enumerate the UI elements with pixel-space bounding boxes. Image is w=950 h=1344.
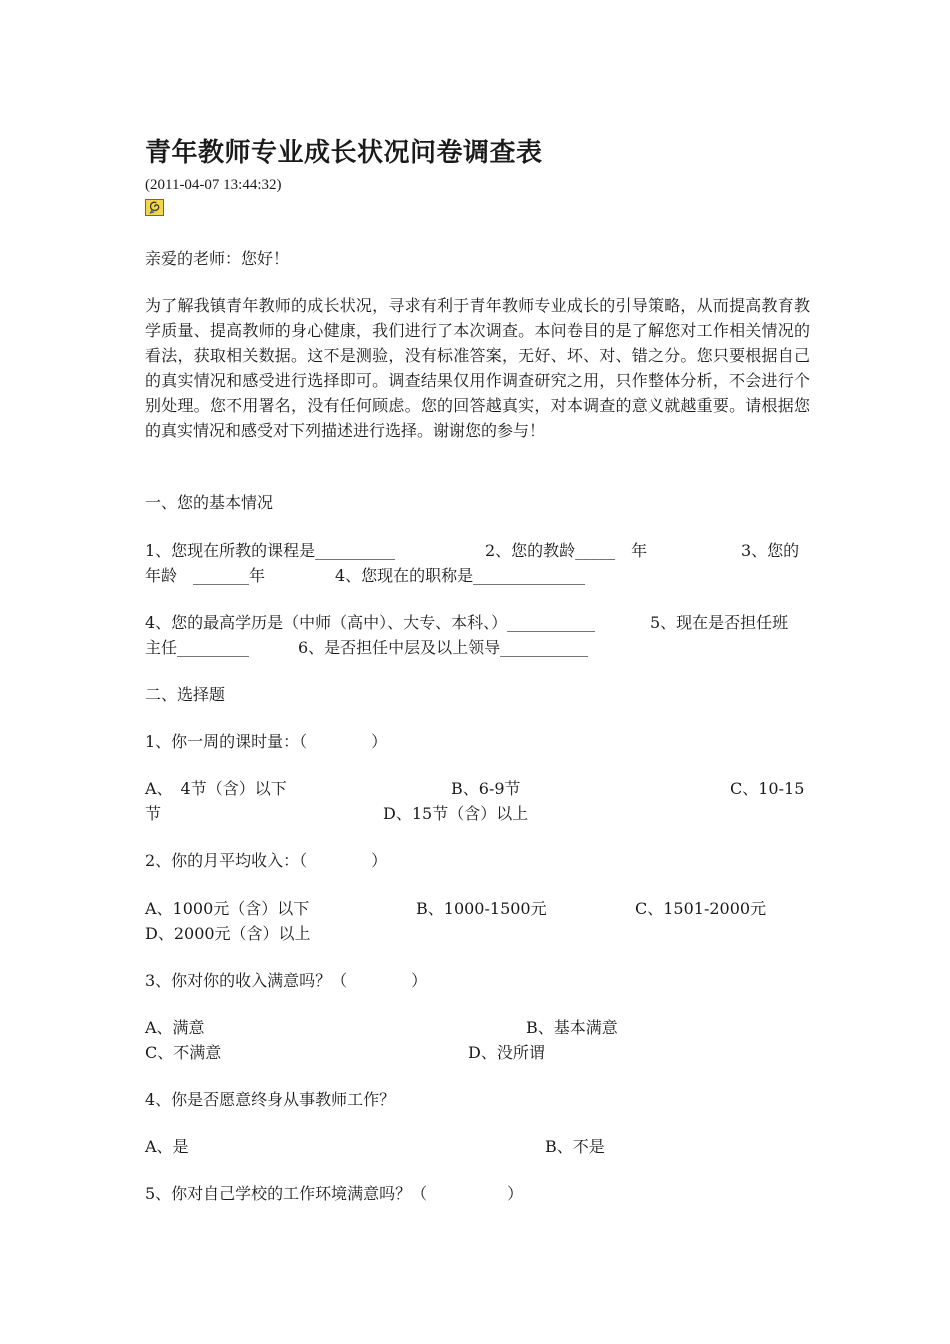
q3-option-d: D、没所谓 xyxy=(468,1043,545,1062)
q4-option-b: B、不是 xyxy=(545,1137,605,1156)
question-5: 5、你对自己学校的工作环境满意吗？（ ） xyxy=(145,1184,524,1203)
section-choice-heading: 二、选择题 xyxy=(145,685,226,704)
head-teacher-field: 主任_________ xyxy=(145,638,250,657)
teaching-years-field: 2、您的教龄_____ 年 xyxy=(485,541,648,560)
q2-option-a: A、1000元（含）以下 xyxy=(145,899,310,918)
age-field: 年龄 _______年 xyxy=(145,566,266,585)
head-teacher-label: 5、现在是否担任班 xyxy=(650,613,789,632)
question-4: 4、你是否愿意终身从事教师工作？ xyxy=(145,1090,396,1109)
q2-option-b: B、1000-1500元 xyxy=(416,899,547,918)
q2-option-c: C、1501-2000元 xyxy=(635,899,767,918)
intro-paragraph: 为了解我镇青年教师的成长状况，寻求有利于青年教师专业成长的引导策略，从而提高教育教学质量、提高教师的身心健康，我们进行了本次调查。本问卷目的是了解您对工作相关情况的看法，获取相关数据。这不是测验，没有标准答案，无好、坏、对、错之分。您只要根据自己的真实情况和感受进行选择即可。调查结果仅用作调查研究之用，只作整体分析，不会进行个别处理。您不用署名，没有任何顾虑。您的回答越真实，对本调查的意义就越重要。请根据您的真实情况和感受对下列描述进行选择。谢谢您的参与！ xyxy=(145,296,810,440)
q2-option-d: D、2000元（含）以上 xyxy=(145,924,311,943)
q1-option-d: D、15节（含）以上 xyxy=(383,804,529,823)
q3-option-b: B、基本满意 xyxy=(526,1018,618,1037)
document-title: 青年教师专业成长状况问卷调查表 xyxy=(145,138,543,168)
greeting: 亲爱的老师：您好！ xyxy=(145,249,290,268)
post-date: (2011-04-07 13:44:32) xyxy=(145,177,282,193)
q1-option-c: C、10-15 xyxy=(730,779,805,798)
course-field: 1、您现在所教的课程是__________ xyxy=(145,541,396,560)
age-field-label: 3、您的 xyxy=(741,541,800,560)
question-1: 1、你一周的课时量：（ ） xyxy=(145,732,388,751)
q3-option-a: A、满意 xyxy=(145,1018,205,1037)
education-field: 4、您的最高学历是（中师（高中）、大专、本科、）___________ xyxy=(145,613,596,632)
title-rank-field: 4、您现在的职称是______________ xyxy=(335,566,586,585)
broken-image-icon[interactable] xyxy=(145,199,164,216)
q3-option-c: C、不满意 xyxy=(145,1043,222,1062)
question-3: 3、你对你的收入满意吗？（ ） xyxy=(145,971,428,990)
q1-option-a: A、 4节（含）以下 xyxy=(145,779,287,798)
question-2: 2、你的月平均收入：（ ） xyxy=(145,851,388,870)
q1-option-c-continued: 节 xyxy=(145,804,162,823)
q1-option-b: B、6-9节 xyxy=(451,779,521,798)
q4-option-a: A、是 xyxy=(145,1137,189,1156)
leadership-field: 6、是否担任中层及以上领导___________ xyxy=(298,638,589,657)
section-basic-info-heading: 一、您的基本情况 xyxy=(145,493,274,512)
